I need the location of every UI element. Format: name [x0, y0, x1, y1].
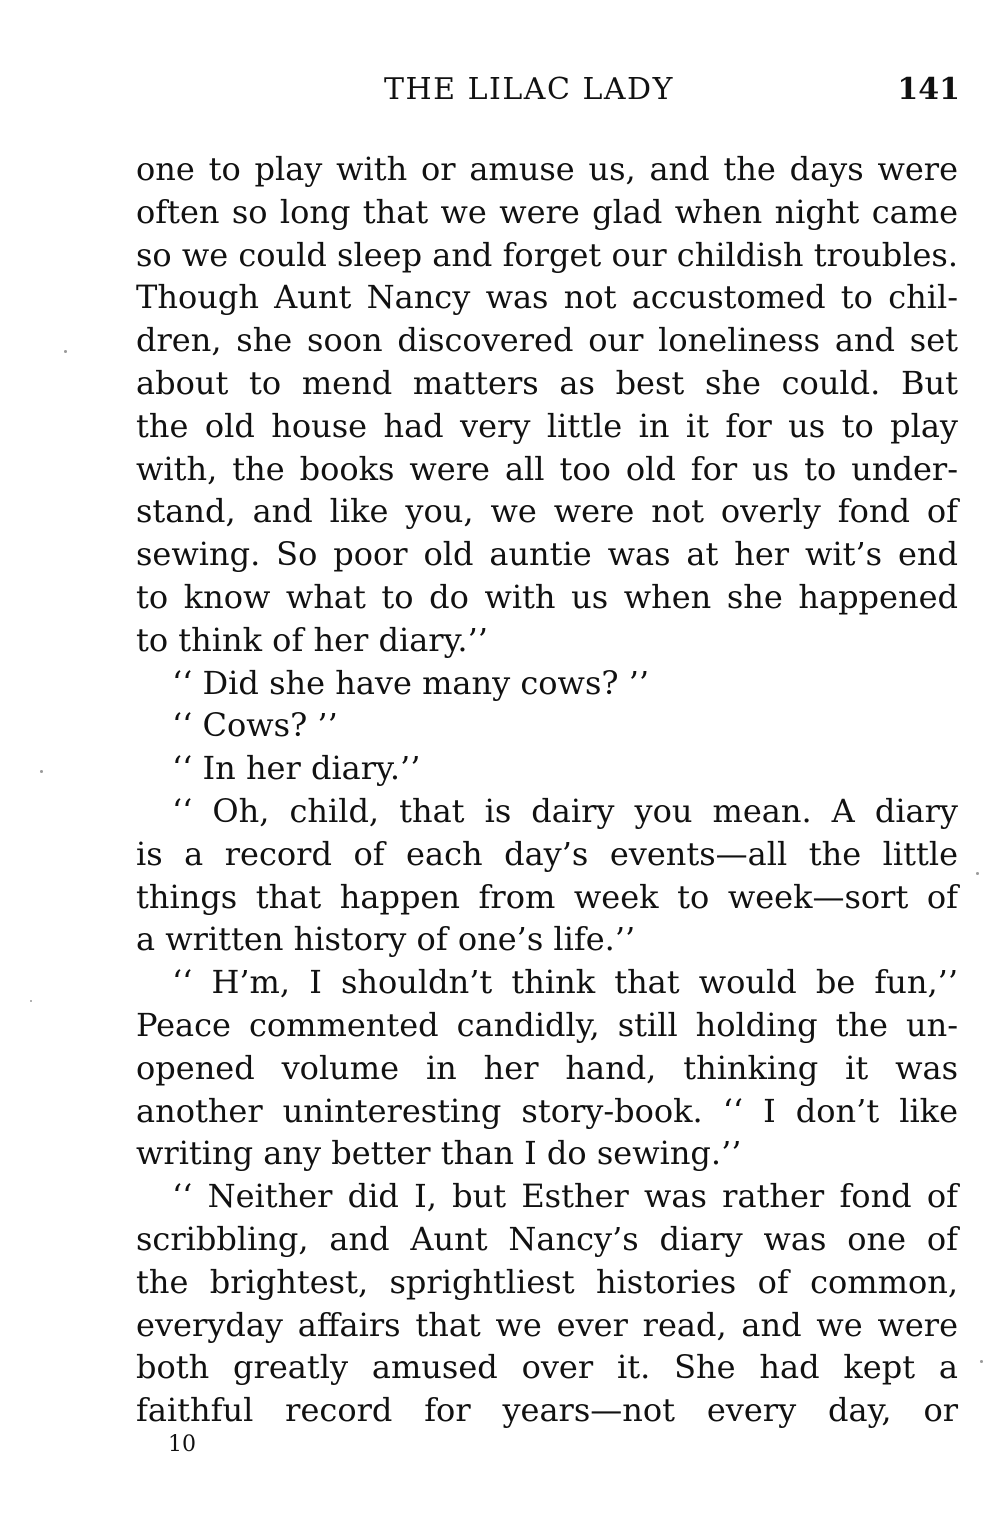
- signature-mark: 10: [168, 1432, 196, 1457]
- text-line: opened volume in her hand, thinking it was: [136, 1048, 958, 1087]
- text-line: writing any better than I do sewing.’’: [136, 1134, 742, 1173]
- text-line: to think of her diary.’’: [136, 620, 488, 659]
- text-line: ‘‘ In her diary.’’: [172, 749, 421, 788]
- scan-speck: [40, 770, 43, 773]
- text-line: to know what to do with us when she happened: [136, 577, 958, 616]
- scan-speck: [976, 872, 979, 875]
- text-line: sewing. So poor old auntie was at her wit’s end: [136, 535, 958, 574]
- text-line: ‘‘ Cows? ’’: [172, 706, 338, 745]
- text-line: a written history of one’s life.’’: [136, 920, 636, 959]
- text-line: ‘‘ Neither did I, but Esther was rather fond of: [172, 1177, 958, 1216]
- text-line: Though Aunt Nancy was not accustomed to chil-: [136, 278, 958, 317]
- text-line: the brightest, sprightliest histories of common,: [136, 1262, 958, 1301]
- text-line: scribbling, and Aunt Nancy’s diary was one of: [136, 1219, 958, 1258]
- text-line: about to mend matters as best she could. But: [136, 363, 958, 402]
- text-line: ‘‘ Oh, child, that is dairy you mean. A diary: [172, 791, 958, 830]
- text-line: so we could sleep and forget our childish troubles.: [136, 235, 958, 274]
- text-line: the old house had very little in it for us to play: [136, 406, 958, 445]
- text-line: is a record of each day’s events—all the little: [136, 834, 958, 873]
- text-line: ‘‘ H’m, I shouldn’t think that would be fun,’’: [172, 963, 958, 1002]
- text-line: ‘‘ Did she have many cows? ’’: [172, 663, 650, 702]
- text-line: with, the books were all too old for us to under-: [136, 449, 958, 488]
- scan-speck: [30, 1000, 32, 1002]
- body-text: [136, 148, 958, 1432]
- page-number: 141: [897, 72, 960, 107]
- text-line: Peace commented candidly, still holding the un-: [136, 1005, 958, 1044]
- text-line: faithful record for years—not every day, or: [136, 1391, 958, 1430]
- scan-speck: [980, 1360, 983, 1363]
- running-head: [136, 72, 960, 112]
- text-line: both greatly amused over it. She had kept a: [136, 1348, 958, 1387]
- text-line: one to play with or amuse us, and the days were: [136, 150, 958, 188]
- text-line: everyday affairs that we ever read, and we were: [136, 1305, 958, 1344]
- text-line: another uninteresting story-book. ‘‘ I don’t like: [136, 1091, 958, 1130]
- text-line: stand, and like you, we were not overly fond of: [136, 492, 958, 531]
- text-line: things that happen from week to week—sort of: [136, 877, 958, 916]
- scan-speck: [64, 350, 67, 353]
- running-title: THE LILAC LADY: [384, 72, 674, 107]
- text-line: dren, she soon discovered our loneliness and set: [136, 321, 958, 360]
- text-line: often so long that we were glad when night came: [136, 192, 958, 231]
